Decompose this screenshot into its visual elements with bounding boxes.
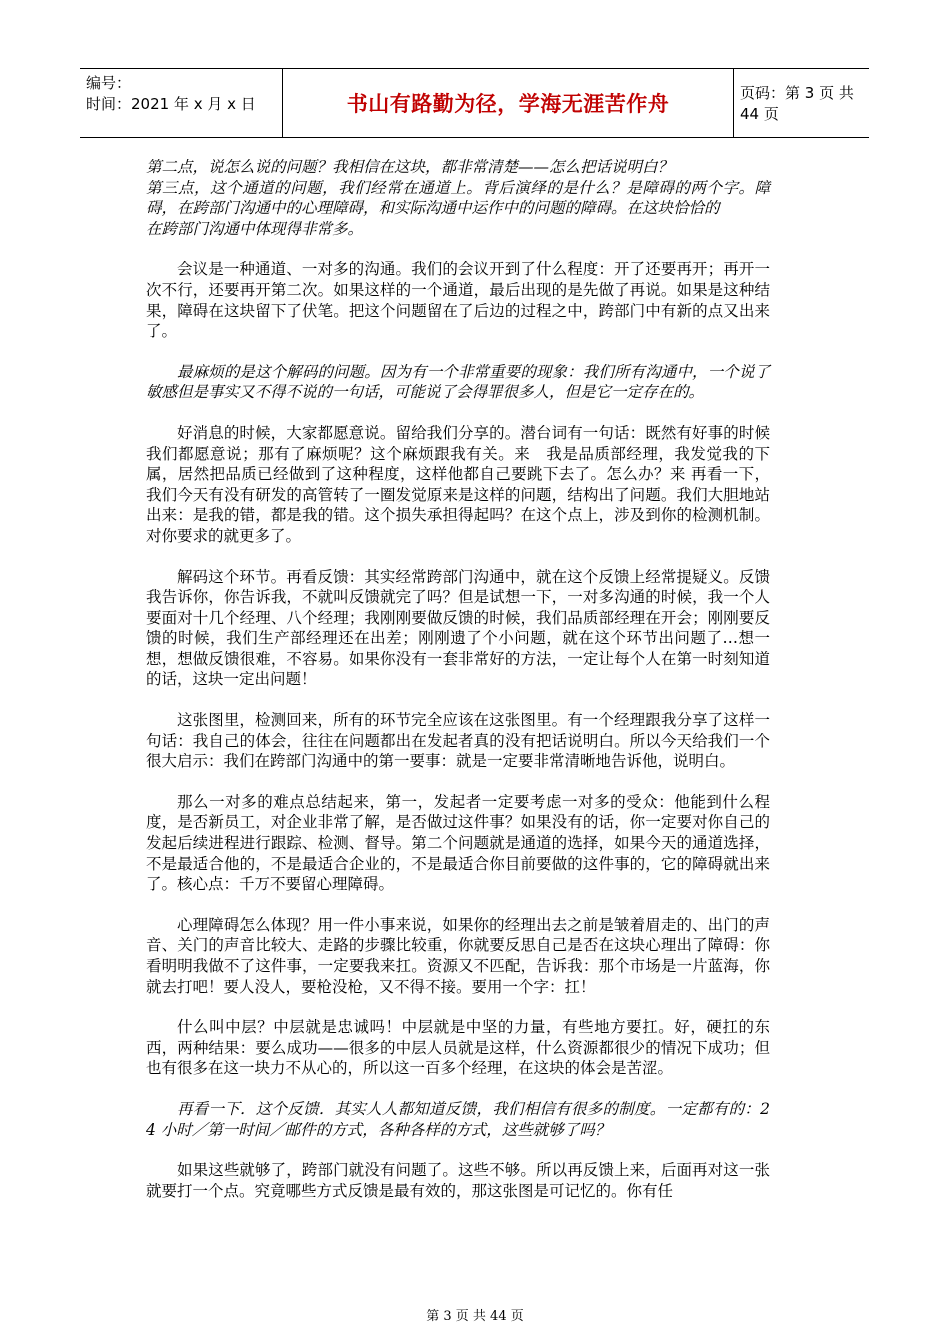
paragraph: 心理障碍怎么体现？用一件小事来说，如果你的经理出去之前是皱着眉走的、出门的声音、关门的声音比较大、走路的步骤比较重，你就要反思自己是否在这块心理出了障碍：你看明明我做不了这件事，一定要我来扛。资源又不匹配，告诉我：那个市场是一片蓝海，你就去打吧！要人没人，要枪没枪，又不得不接。要用一个字：扛！: [146, 915, 770, 996]
paragraph: 解码这个环节。再看反馈：其实经常跨部门沟通中，就在这个反馈上经常提疑义。反馈我告诉你，你告诉我，不就叫反馈就完了吗？但是试想一下，一对多沟通的时候，我一个人要面对十几个经理、八个经理；我刚刚要做反馈的时候，我们品质部经理在开会；刚刚要反馈的时候，我们生产部经理还在出差；刚刚遗了个小问题，就在这个环节出问题了…想一想，想做反馈很难，不容易。如果你没有一套非常好的方法，一定让每个人在第一时刻知道的话，这块一定出问题！: [146, 567, 770, 689]
paragraph: 会议是一种通道、一对多的沟通。我们的会议开到了什么程度：开了还要再开；再开一次不行，还要再开第二次。如果这样的一个通道，最后出现的是先做了再说。如果是这种结果，障碍在这块留下了伏笔。把这个问题留在了后边的过程之中，跨部门中有新的点又出来了。: [146, 260, 770, 341]
paragraph: 最麻烦的是这个解码的问题。因为有一个非常重要的现象：我们所有沟通中，一个说了敏感但是事实又不得不说的一句话，可能说了会得罪很多人，但是它一定存在的。: [146, 362, 770, 402]
header-left: [86, 73, 282, 115]
header-motto: 书山有路勤为径，学海无涯苦作舟: [282, 69, 734, 137]
paragraph: 第三点，这个通道的问题，我们经常在通道上。背后演绎的是什么？是障碍的两个字。障碍，在跨部门沟通中的心理障碍，和实际沟通中运作中的问题的障碍。在这块恰恰的: [146, 178, 770, 218]
paragraph: 如果这些就够了，跨部门就没有问题了。这些不够。所以再反馈上来，后面再对这一张就要打一个点。究竟哪些方式反馈是最有效的，那这张图是可记忆的。你有任: [146, 1161, 770, 1200]
paragraph: 再看一下．这个反馈．其实人人都知道反馈，我们相信有很多的制度。一定都有的：24 小时／第一时间／邮件的方式，各种各样的方式，这些就够了吗？: [146, 1099, 770, 1139]
doc-date: 时间：2021 年 x 月 x 日: [86, 95, 256, 113]
header-page-info: 页码：第 3 页 共 44 页: [740, 84, 854, 123]
paragraph: 第二点，说怎么说的问题？我相信在这块，都非常清楚——怎么把话说明白？: [146, 158, 674, 176]
doc-number-label: 编号：: [86, 74, 132, 92]
page-footer: 第 3 页 共 44 页: [426, 1309, 524, 1324]
paragraph: 在跨部门沟通中体现得非常多。: [146, 219, 364, 238]
paragraph: 那么一对多的难点总结起来，第一，发起者一定要考虑一对多的受众：他能到什么程度，是否新员工，对企业非常了解，是否做过这件事？如果没有的话，你一定要对你自己的发起后续进程进行跟踪、检测、督导。第二个问题就是通道的选择，如果今天的通道选择，不是最适合他的，不是最适合企业的，不是最适合你目前要做的这件事的，它的障碍就出来了。核心点：千万不要留心理障碍。: [146, 792, 770, 894]
page-header: [80, 68, 869, 138]
document-body: [146, 157, 770, 1221]
paragraph: 这张图里，检测回来，所有的环节完全应该在这张图里。有一个经理跟我分享了这样一句话：我自己的体会，往往在问题都出在发起者真的没有把话说明白。所以今天给我们一个很大启示：我们在跨部门沟通中的第一要事：就是一定要非常清晰地告诉他，说明白。: [146, 711, 770, 771]
paragraph: 什么叫中层？中层就是忠诚吗！中层就是中坚的力量，有些地方要扛。好，硬扛的东西，两种结果：要么成功——很多的中层人员就是这样，什么资源都很少的情况下成功；但也有很多在这一块力不从心的，所以这一百多个经理，在这块的体会是苦涩。: [146, 1018, 770, 1078]
paragraph: 好消息的时候，大家都愿意说。留给我们分享的。潜台词有一句话：既然有好事的时候我们都愿意说；那有了麻烦呢？这个麻烦跟我有关。来 我是品质部经理，我发觉我的下属，居然把品质已经做到了这种程度，这样他都自己要跳下去了。怎么办？来 再看一下，我们今天有没有研发的高管转了一圈发觉原来是这样的问题，结构出了问题。我们大胆地站出来：是我的错，都是我的错。这个损失承担得起吗？在这个点上，涉及到你的检测机制。对你要求的就更多了。: [146, 423, 770, 545]
